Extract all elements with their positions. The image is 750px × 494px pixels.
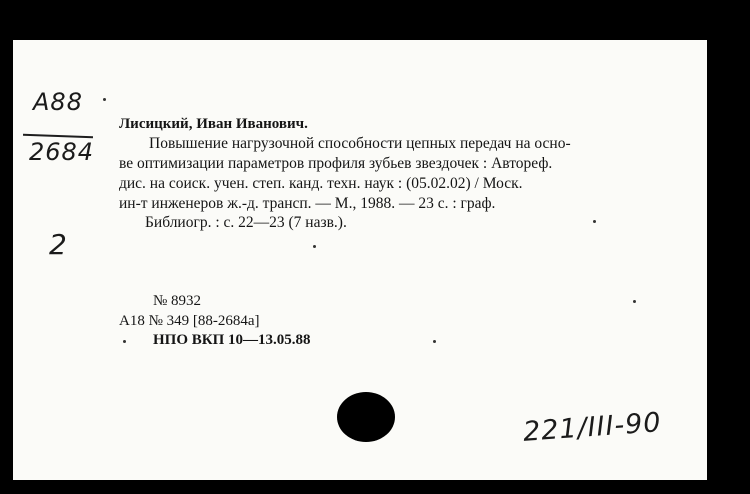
description-line: дис. на соиск. учен. степ. канд. техн. наук : (05.02.02) / Моск. <box>119 175 523 192</box>
shelf-mark-bottom: 2684 <box>29 138 95 166</box>
ink-blot <box>337 392 395 442</box>
catalog-card <box>13 40 707 480</box>
title-description <box>119 134 691 214</box>
record-number: № 8932 <box>153 293 202 309</box>
dust-speck <box>433 340 436 343</box>
dust-speck <box>103 98 106 101</box>
accession-line: А18 № 349 [88-2684а] <box>119 313 260 329</box>
author-heading: Лисицкий, Иван Иванович. <box>119 116 308 132</box>
dust-speck <box>313 245 316 248</box>
dust-speck <box>633 300 636 303</box>
bibliography-note: Библиогр. : с. 22—23 (7 назв.). <box>145 214 347 231</box>
description-line: ве оптимизации параметров профиля зубьев звездочек : Автореф. <box>119 155 553 172</box>
shelf-mark-top: А88 <box>33 88 83 116</box>
description-line: Повышение нагрузочной способности цепных передач на осно- <box>149 135 571 152</box>
copy-mark: 2 <box>49 228 68 261</box>
dust-speck <box>123 340 126 343</box>
npo-line: НПО ВКП 10—13.05.88 <box>153 332 311 348</box>
description-line: ин-т инженеров ж.-д. трансп. — М., 1988. — 23 с. : граф. <box>119 195 496 212</box>
handwritten-stamp: 221/III-90 <box>522 407 663 448</box>
dust-speck <box>593 220 596 223</box>
